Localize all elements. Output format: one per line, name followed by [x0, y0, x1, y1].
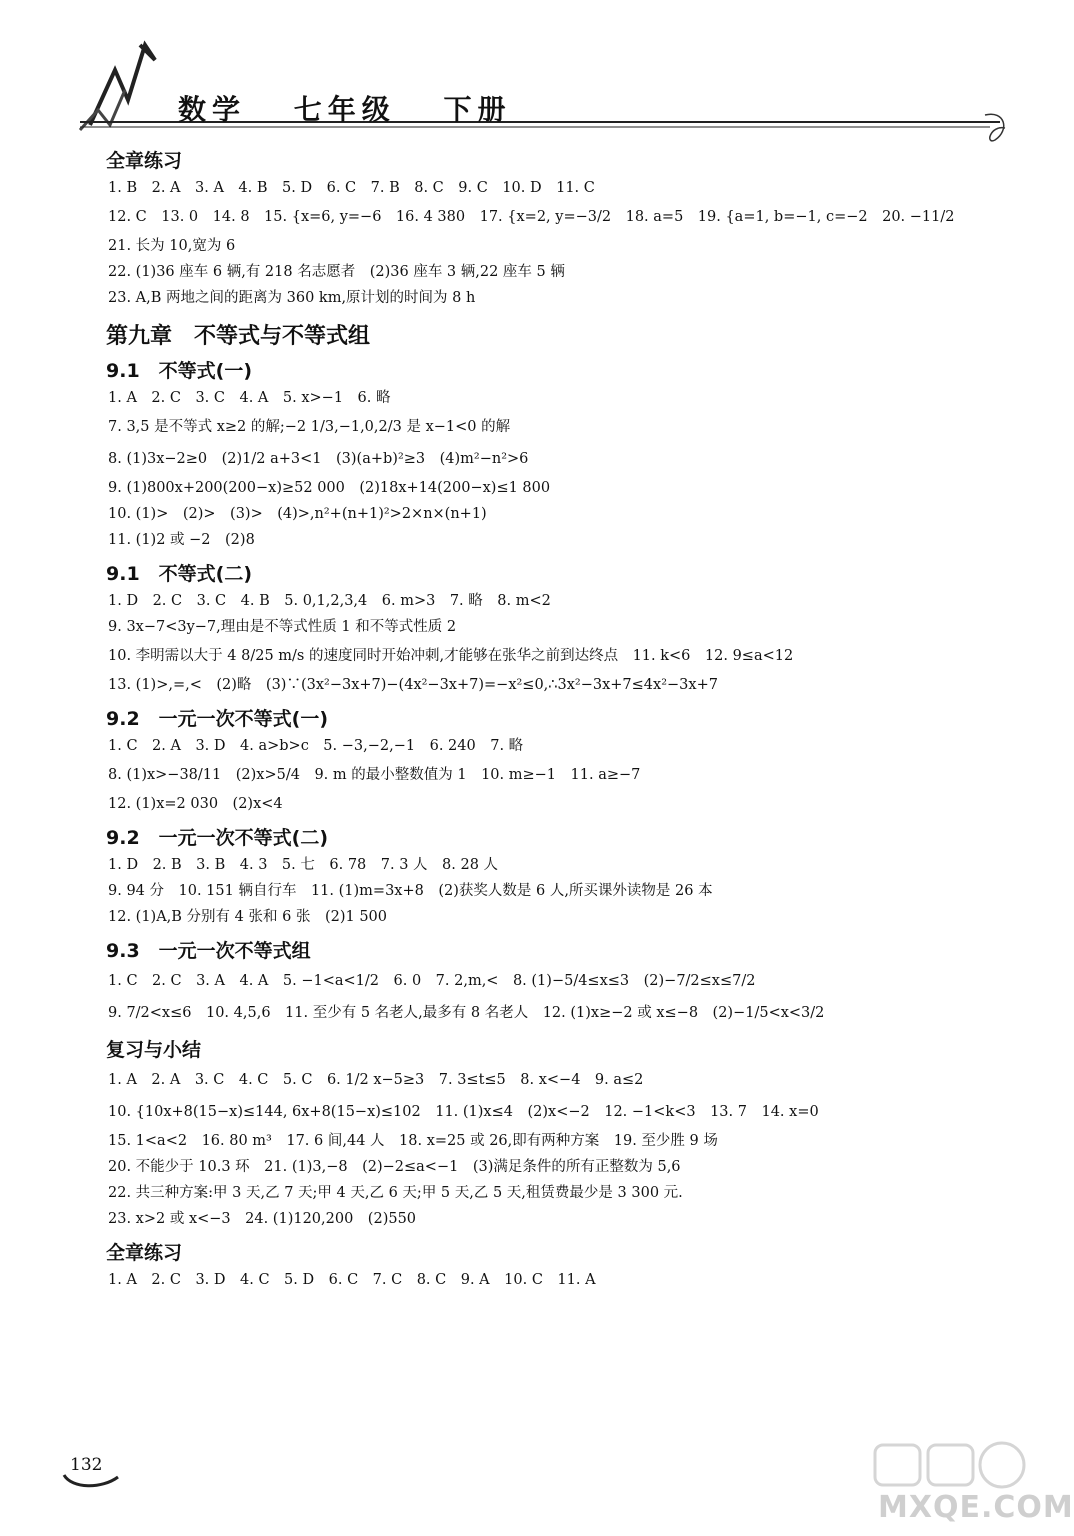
chapter-title: 第九章 不等式与不等式组 — [106, 324, 371, 349]
answer-line: 9. 7/2<x≤6 10. 4,5,6 11. 至少有 5 名老人,最多有 8 名老人 12. (1)x≥−2 或 x≤−8 (2)−1/5<x<3/2 — [108, 1005, 825, 1021]
answer-line: 1. D 2. C 3. C 4. B 5. 0,1,2,3,4 6. m>3 7. 略 8. m<2 — [108, 593, 551, 609]
answer-line: 1. A 2. C 3. D 4. C 5. D 6. C 7. C 8. C 9. A 10. C 11. A — [108, 1272, 596, 1288]
answer-line: 15. 1<a<2 16. 80 m³ 17. 6 间,44 人 18. x=25 或 26,即有两种方案 19. 至少胜 9 场 — [108, 1133, 718, 1149]
answer-line: 1. A 2. C 3. C 4. A 5. x>−1 6. 略 — [108, 390, 391, 406]
answer-line: 12. (1)x=2 030 (2)x<4 — [108, 796, 283, 812]
answer-line: 1. C 2. C 3. A 4. A 5. −1<a<1/2 6. 0 7. 2,m,< 8. (1)−5/4≤x≤3 (2)−7/2≤x≤7/2 — [108, 973, 756, 989]
header-title — [178, 88, 544, 128]
answer-line: 9. 3x−7<3y−7,理由是不等式性质 1 和不等式性质 2 — [108, 619, 457, 635]
answer-line: 10. 李明需以大于 4 8/25 m/s 的速度同时开始冲刺,才能够在张华之前到达终点 11. k<6 12. 9≤a<12 — [108, 648, 794, 664]
answer-line: 10. {10x+8(15−x)≤144, 6x+8(15−x)≤102 11. (1)x≤4 (2)x<−2 12. −1<k<3 13. 7 14. x=0 — [108, 1104, 819, 1120]
section-title: 全章练习 — [106, 150, 183, 172]
answer-line: 12. (1)A,B 分别有 4 张和 6 张 (2)1 500 — [108, 909, 387, 925]
answer-line: 9. (1)800x+200(200−x)≥52 000 (2)18x+14(200−x)≤1 800 — [108, 480, 551, 496]
answer-content — [98, 140, 998, 1293]
section-title: 全章练习 — [106, 1242, 183, 1264]
answer-line: 21. 长为 10,宽为 6 — [108, 238, 236, 254]
answer-line: 1. B 2. A 3. A 4. B 5. D 6. C 7. B 8. C 9. C 10. D 11. C — [108, 180, 595, 196]
watermark — [850, 1440, 1074, 1530]
section-title: 9.1 不等式(二) — [106, 563, 253, 585]
answer-line: 23. A,B 两地之间的距离为 360 km,原计划的时间为 8 h — [108, 290, 476, 306]
answer-line: 9. 94 分 10. 151 辆自行车 11. (1)m=3x+8 (2)获奖人数是 6 人,所买课外读物是 26 本 — [108, 883, 713, 899]
answer-line: 11. (1)2 或 −2 (2)8 — [108, 532, 255, 548]
section-title: 9.3 一元一次不等式组 — [106, 940, 311, 962]
section-title: 9.2 一元一次不等式(二) — [106, 827, 329, 849]
answer-line: 1. C 2. A 3. D 4. a>b>c 5. −3,−2,−1 6. 240 7. 略 — [108, 738, 524, 754]
answer-line: 8. (1)x>−38/11 (2)x>5/4 9. m 的最小整数值为 1 10. m≥−1 11. a≥−7 — [108, 767, 641, 783]
answer-line: 12. C 13. 0 14. 8 15. {x=6, y=−6 16. 4 380 17. {x=2, y=−3/2 18. a=5 19. {a=1, b=−1, c=−2 20. −11/2 — [108, 209, 955, 225]
header-subject: 数学 — [178, 93, 247, 126]
answer-line: 22. (1)36 座车 6 辆,有 218 名志愿者 (2)36 座车 3 辆,22 座车 5 辆 — [108, 264, 565, 280]
answer-line: 1. A 2. A 3. C 4. C 5. C 6. 1/2 x−5≥3 7. 3≤t≤5 8. x<−4 9. a≤2 — [108, 1072, 644, 1088]
answer-line: 8. (1)3x−2≥0 (2)1/2 a+3<1 (3)(a+b)²≥3 (4)m²−n²>6 — [108, 451, 529, 467]
watermark-logo-icon — [850, 1440, 1040, 1495]
answer-line: 20. 不能少于 10.3 环 21. (1)3,−8 (2)−2≤a<−1 (3)满足条件的所有正整数为 5,6 — [108, 1159, 681, 1175]
page-number — [62, 1455, 122, 1491]
header-grade: 七年级 — [293, 93, 396, 126]
answer-line: 13. (1)>,=,< (2)略 (3)∵(3x²−3x+7)−(4x²−3x+7)=−x²≤0,∴3x²−3x+7≤4x²−3x+7 — [108, 677, 718, 693]
answer-line: 22. 共三种方案:甲 3 天,乙 7 天;甲 4 天,乙 6 天;甲 5 天,乙 5 天,租赁费最少是 3 300 元. — [108, 1185, 683, 1201]
section-title: 9.1 不等式(一) — [106, 360, 253, 382]
header-volume: 下册 — [443, 93, 512, 126]
answer-line: 7. 3,5 是不等式 x≥2 的解;−2 1/3,−1,0,2/3 是 x−1<0 的解 — [108, 419, 511, 435]
page-number-swoosh-icon — [62, 1469, 122, 1491]
section-title: 复习与小结 — [106, 1039, 202, 1061]
answer-line: 1. D 2. B 3. B 4. 3 5. 七 6. 78 7. 3 人 8. 28 人 — [108, 857, 499, 873]
page-number-text: 132 — [70, 1455, 103, 1475]
answer-line: 23. x>2 或 x<−3 24. (1)120,200 (2)550 — [108, 1211, 417, 1227]
answer-line: 10. (1)> (2)> (3)> (4)>,n²+(n+1)²>2×n×(n+1) — [108, 506, 487, 522]
watermark-text: MXQE.COM — [878, 1490, 1074, 1525]
section-title: 9.2 一元一次不等式(一) — [106, 708, 329, 730]
